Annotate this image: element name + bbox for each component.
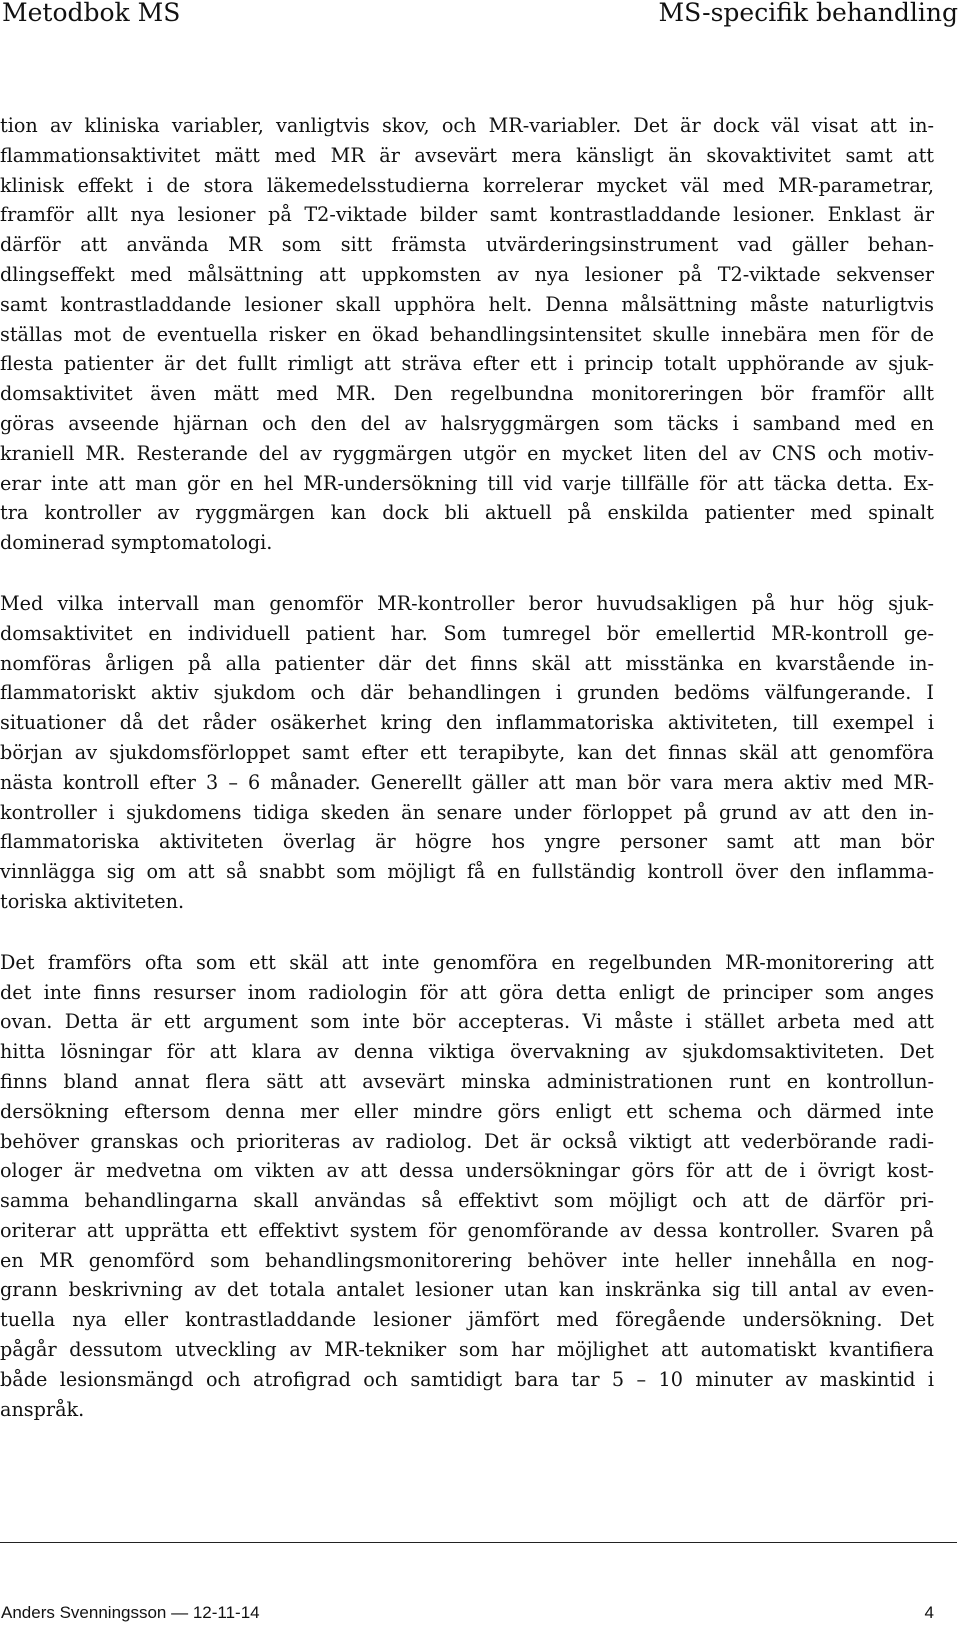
text-line: flesta patienter är det fullt rimligt att sträva efter ett i princip totalt upphörande av sjuk- <box>0 352 934 376</box>
text-line: både lesionsmängd och atrofigrad och samtidigt bara tar 5 – 10 minuter av maskintid i <box>0 1367 934 1391</box>
text-line: domsaktivitet även mätt med MR. Den regelbundna monitoreringen bör framför allt <box>0 382 934 406</box>
text-line: nomföras årligen på alla patienter där det finns skäl att misstänka en kvarstående in- <box>0 651 934 675</box>
text-line: framför allt nya lesioner på T2-viktade bilder samt kontrastladdande lesioner. Enklast är <box>0 203 934 227</box>
text-line: göras avseende hjärnan och den del av halsryggmärgen som täcks i samband med en <box>0 411 934 435</box>
text-line: dersökning eftersom denna mer eller mindre görs enligt ett schema och därmed inte <box>0 1099 934 1123</box>
header-document-title: Metodbok MS <box>2 0 181 27</box>
text-line: tuella nya eller kontrastladdande lesioner jämfört med föregående undersökning. Det <box>0 1308 934 1332</box>
text-line: Det framförs ofta som ett skäl att inte genomföra en regelbunden MR-monitorering att <box>0 950 934 974</box>
text-line: toriska aktiviteten. <box>0 889 185 913</box>
text-line: flammatoriska aktiviteten överlag är högre hos yngre personer samt att man bör <box>0 830 934 854</box>
text-line: situationer då det råder osäkerhet kring den inflammatoriska aktiviteten, till exempel i <box>0 711 934 735</box>
text-line: ställas mot de eventuella risker en ökad behandlingsintensitet skulle innebära men för de <box>0 322 934 346</box>
footer-author-date: Anders Svenningsson — 12-11-14 <box>1 1603 260 1622</box>
text-line: därför att använda MR som sitt främsta utvärderingsinstrument vad gäller behan- <box>0 233 934 257</box>
text-line: kontroller i sjukdomens tidiga skeden än senare under förloppet på grund av att den in- <box>0 800 934 824</box>
text-line: dominerad symptomatologi. <box>0 531 273 555</box>
text-line: oriterar att upprätta ett effektivt system för genomförande av dessa kontroller. Svaren på <box>0 1218 934 1242</box>
text-line: vinnlägga sig om att så snabbt som möjligt få en fullständig kontroll över den inflamma- <box>0 860 934 884</box>
text-line: dlingseffekt med målsättning att uppkomsten av nya lesioner på T2-viktade sekvenser <box>0 262 934 286</box>
page-number: 4 <box>924 1603 934 1622</box>
text-line: anspråk. <box>0 1397 85 1421</box>
text-line: pågår dessutom utveckling av MR-tekniker som har möjlighet att automatiskt kvantifiera <box>0 1338 934 1362</box>
text-line: grann beskrivning av det totala antalet lesioner utan kan inskränka sig till antal av even- <box>0 1278 934 1302</box>
text-line: samma behandlingarna skall användas så effektivt som möjligt och att de därför pri- <box>0 1189 934 1213</box>
text-line: början av sjukdomsförloppet samt efter ett terapibyte, kan det finnas skäl att genomföra <box>0 740 934 764</box>
paragraph <box>0 948 960 1425</box>
header-section-title: MS-specifik behandling <box>658 0 958 27</box>
paragraph <box>0 589 960 917</box>
text-line: en MR genomförd som behandlingsmonitorering behöver inte heller innehålla en nog- <box>0 1248 934 1272</box>
text-line: kraniell MR. Resterande del av ryggmärgen utgör en mycket liten del av CNS och motiv- <box>0 441 934 465</box>
text-line: hitta lösningar för att klara av denna viktiga övervakning av sjukdomsaktiviteten. Det <box>0 1040 934 1064</box>
text-line: finns bland annat flera sätt att avsevärt minska administrationen runt en kontrollun- <box>0 1069 934 1093</box>
text-line: behöver granskas och prioriteras av radiolog. Det är också viktigt att vederbörande radi- <box>0 1129 934 1153</box>
text-line: tra kontroller av ryggmärgen kan dock bli aktuell på enskilda patienter med spinalt <box>0 501 934 525</box>
text-line: det inte finns resurser inom radiologin för att göra detta enligt de principer som anges <box>0 980 934 1004</box>
text-line: flammationsaktivitet mätt med MR är avsevärt mera känsligt än skovaktivitet samt att <box>0 143 934 167</box>
page-header <box>0 0 960 36</box>
paragraph <box>0 111 960 558</box>
text-line: erar inte att man gör en hel MR-undersökning till vid varje tillfälle för att täcka detta. Ex- <box>0 471 934 495</box>
text-line: ologer är medvetna om vikten av att dessa undersökningar görs för att de i övrigt kost- <box>0 1159 934 1183</box>
footer-divider <box>0 1542 957 1543</box>
text-line: nästa kontroll efter 3 – 6 månader. Generellt gäller att man bör vara mera aktiv med MR- <box>0 770 934 794</box>
text-line: Med vilka intervall man genomför MR-kontroller beror huvudsakligen på hur hög sjuk- <box>0 591 934 615</box>
text-line: ovan. Detta är ett argument som inte bör accepteras. Vi måste i stället arbeta med att <box>0 1010 934 1034</box>
text-line: flammatoriskt aktiv sjukdom och där behandlingen i grunden bedöms välfungerande. I <box>0 681 934 705</box>
text-line: tion av kliniska variabler, vanligtvis skov, och MR-variabler. Det är dock väl visat att in- <box>0 114 934 137</box>
body-text <box>0 111 960 1455</box>
text-line: samt kontrastladdande lesioner skall upphöra helt. Denna målsättning måste naturligtvis <box>0 292 934 316</box>
text-line: domsaktivitet en individuell patient har. Som tumregel bör emellertid MR-kontroll ge- <box>0 621 934 645</box>
text-line: klinisk effekt i de stora läkemedelsstudierna korrelerar mycket väl med MR-parametrar, <box>0 173 934 197</box>
